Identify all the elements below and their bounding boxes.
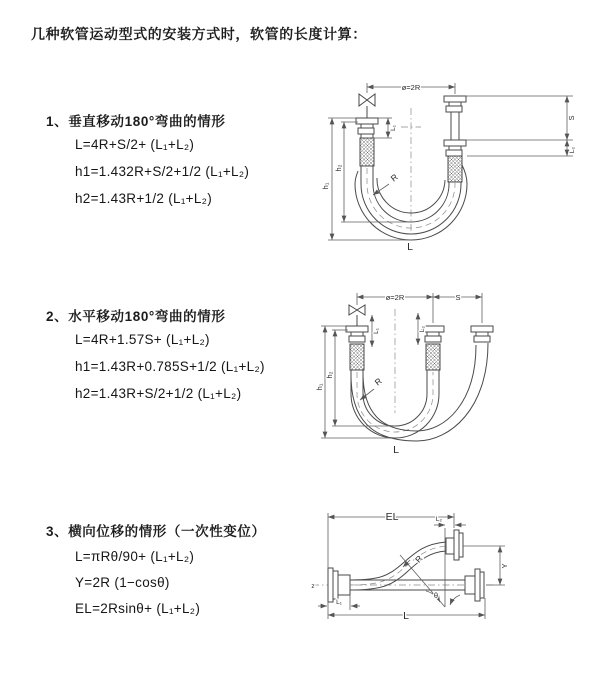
section-1-heading: 1、垂直移动180°弯曲的情形 <box>46 114 226 129</box>
dim-label-l2: L₂ <box>569 146 576 154</box>
dim-label-span: ø=2R <box>385 293 405 302</box>
section-3-heading: 3、横向位移的情形（一次性变位） <box>46 524 266 539</box>
valve-icon <box>349 305 365 326</box>
dim-label-h2: h₂ <box>334 164 343 172</box>
section-3-formula-Y: Y=2R (1−cosθ) <box>75 575 170 590</box>
dim-label-r: R <box>388 171 400 184</box>
valve-icon <box>359 94 375 118</box>
dimension-l1 <box>372 315 380 347</box>
dim-label-l1: L₁ <box>336 599 342 606</box>
dimension-l2 <box>467 140 576 156</box>
left-flange <box>356 118 378 166</box>
dim-label-s: S <box>455 293 461 302</box>
dimension-span <box>367 83 455 94</box>
dim-label-theta: θ <box>433 591 439 600</box>
dim-label-l2: L₂ <box>419 325 426 333</box>
left-flange <box>328 568 350 602</box>
dim-label-el: EL <box>385 511 399 523</box>
dimension-span <box>357 293 482 323</box>
section-1-formula-h1: h1=1.432R+S/2+1/2 (L₁+L₂) <box>75 164 250 179</box>
diagram-horizontal-180-bend <box>312 283 600 463</box>
dim-label-l: L <box>393 444 399 456</box>
dimension-s <box>433 293 482 302</box>
section-2-formula-L: L=4R+1.57S+ (L₁+L₂) <box>75 332 210 347</box>
dimension-l1 <box>318 595 360 610</box>
upper-flange <box>446 530 463 560</box>
hose-curved <box>350 542 446 590</box>
dim-label-r: R <box>372 375 384 388</box>
dim-label-span: ø=2R <box>401 83 421 92</box>
dim-label-s: S <box>567 115 576 121</box>
dim-label-h2: h₂ <box>325 371 334 379</box>
section-2-heading: 2、水平移动180°弯曲的情形 <box>46 309 226 324</box>
dim-label-y: Y <box>500 563 509 569</box>
section-1-formula-h2: h2=1.43R+1/2 (L₁+L₂) <box>75 191 213 206</box>
diagram-vertical-180-bend <box>315 72 600 267</box>
section-3-formula-EL: EL=2Rsinθ+ (L₁+L₂) <box>75 601 201 616</box>
section-2-formula-h2: h2=1.43R+S/2+1/2 (L₁+L₂) <box>75 386 242 401</box>
section-2-formula-h1: h1=1.43R+0.785S+1/2 (L₁+L₂) <box>75 359 265 374</box>
section-1-formula-L: L=4R+S/2+ (L₁+L₂) <box>75 137 195 152</box>
dimension-h1 <box>315 326 395 438</box>
dim-label-r: R <box>413 553 425 565</box>
dim-label-h1: h₁ <box>315 383 324 391</box>
right-flange-lower <box>444 140 466 182</box>
right-flange-upper <box>444 96 466 140</box>
dim-label-l: L <box>407 241 413 253</box>
dim-label-l: L <box>403 610 409 622</box>
dim-label-h1: h₁ <box>321 182 330 190</box>
centerline-mark: z <box>311 583 315 590</box>
right-flange <box>465 569 484 601</box>
page-title: 几种软管运动型式的安装方式时，软管的长度计算： <box>31 26 367 42</box>
dim-label-l2: L₂ <box>435 516 443 523</box>
dimension-s <box>466 96 576 140</box>
diagram-lateral-displacement <box>300 498 600 653</box>
centerline <box>401 108 421 234</box>
left-flange <box>346 326 368 370</box>
dim-label-l1: L₁ <box>390 125 397 131</box>
right-flange <box>471 326 493 342</box>
dimension-l <box>328 598 485 622</box>
section-3-formula-L: L=πRθ/90+ (L₁+L₂) <box>75 549 195 564</box>
dim-label-l1: L₁ <box>373 328 380 334</box>
